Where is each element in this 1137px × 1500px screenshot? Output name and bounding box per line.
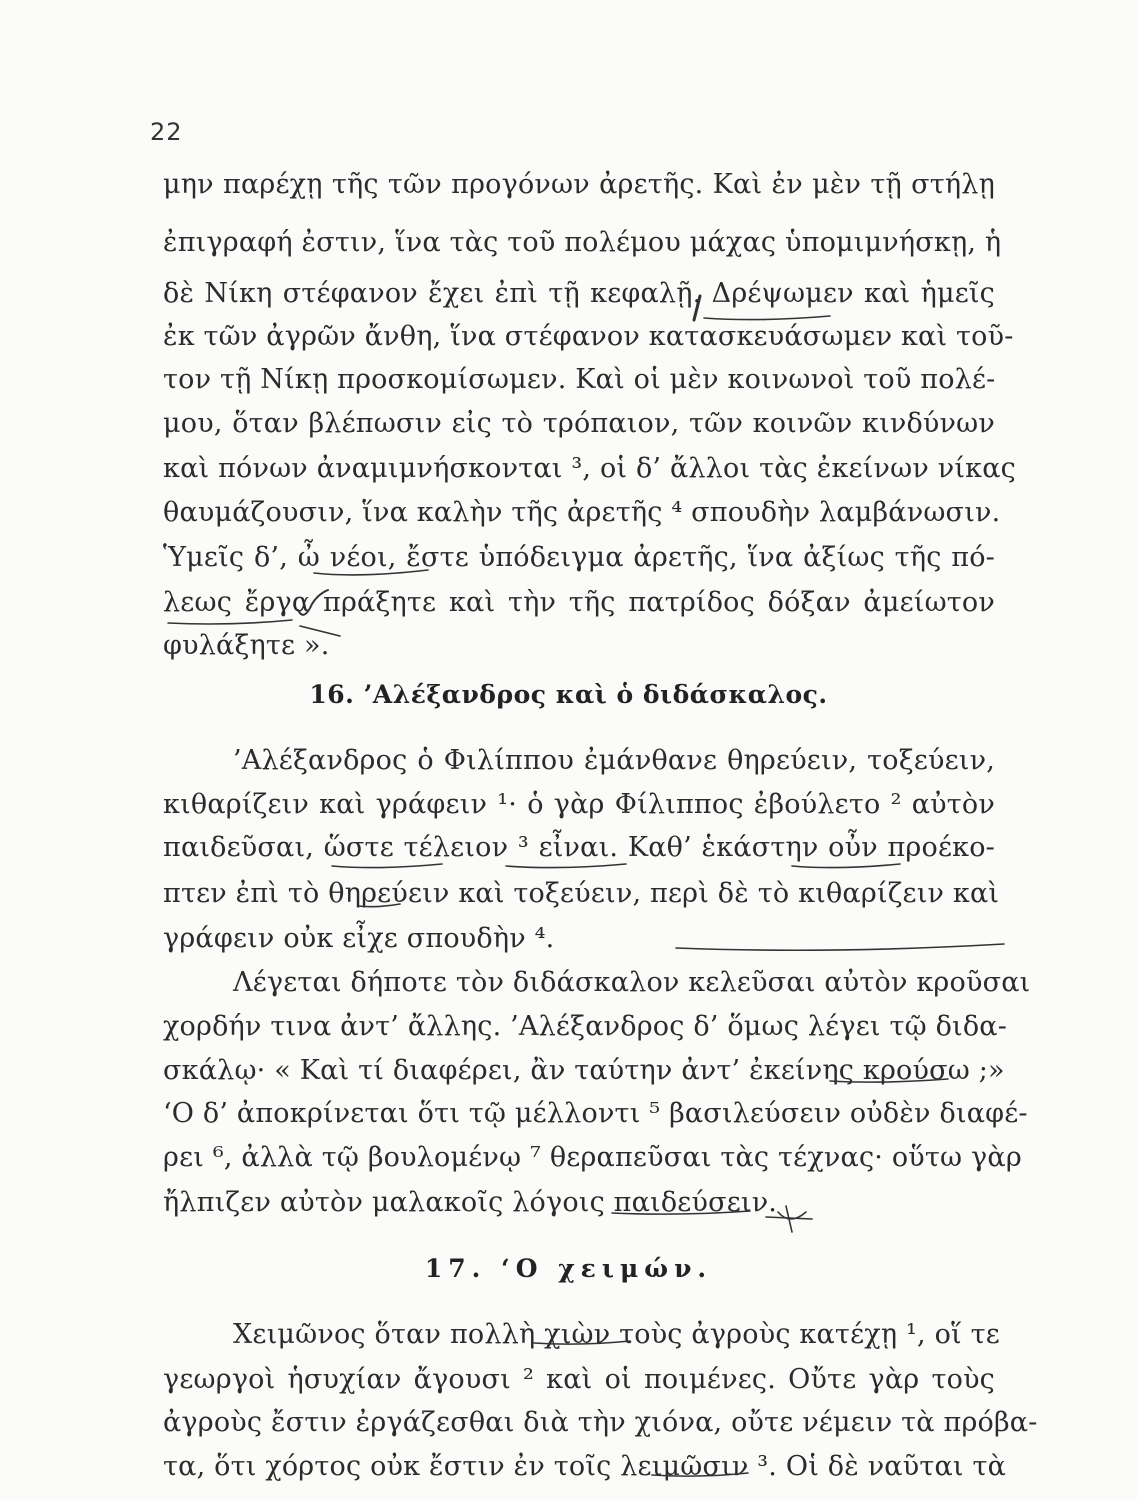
text-line: Χειμῶνος ὅταν πολλὴ χιὼν τοὺς ἀγροὺς κατέχῃ ¹, οἵ τε <box>233 1319 1000 1350</box>
text-line: Ὑμεῖς δ’, ὦ νέοι, ἔστε ὑπόδειγμα ἀρετῆς, ἵνα ἀξίως τῆς πό- <box>163 542 995 573</box>
text-line: Λέγεται δήποτε τὸν διδάσκαλον κελεῦσαι αὐτὸν κροῦσαι <box>233 967 1031 998</box>
text-line: σκάλῳ· « Καὶ τί διαφέρει, ἂν ταύτην ἀντ’ ἐκείνης κρούσω ;» <box>163 1055 1005 1086</box>
text-line: ἤλπιζεν αὐτὸν μαλακοῖς λόγοις παιδεύσειν. <box>163 1187 778 1218</box>
text-line: ἐπιγραφή ἐστιν, ἵνα τὰς τοῦ πολέμου μάχας ὑπομιμνήσκῃ, ἡ <box>163 227 1002 258</box>
section-heading: 17. ‘Ο χειμών. <box>424 1254 713 1283</box>
text-line: ρει ⁶, ἀλλὰ τῷ βουλομένῳ ⁷ θεραπεῦσαι τὰς τέχνας· οὕτω γὰρ <box>163 1142 1022 1173</box>
text-line: πτεν ἐπὶ τὸ θηρεύειν καὶ τοξεύειν, περὶ δὲ τὸ κιθαρίζειν καὶ <box>163 878 1000 909</box>
text-line: λεως ἔργα πράξητε καὶ τὴν τῆς πατρίδος δόξαν ἀμείωτον <box>163 587 995 618</box>
text-line: τα, ὅτι χόρτος οὐκ ἔστιν ἐν τοῖς λειμῶσιν ³. Οἱ δὲ ναῦται τὰ <box>163 1451 1007 1482</box>
text-line: τον τῇ Νίκῃ προσκομίσωμεν. Καὶ οἱ μὲν κοινωνοὶ τοῦ πολέ- <box>163 364 996 395</box>
text-line: ἐκ τῶν ἀγρῶν ἄνθη, ἵνα στέφανον κατασκευάσωμεν καὶ τοῦ- <box>163 321 1014 352</box>
text-line: μου, ὅταν βλέπωσιν εἰς τὸ τρόπαιον, τῶν κοινῶν κινδύνων <box>163 408 995 439</box>
text-line: ’Αλέξανδρος ὁ Φιλίππου ἐμάνθανε θηρεύειν, τοξεύειν, <box>233 745 995 776</box>
text-line: ‘Ο δ’ ἀποκρίνεται ὅτι τῷ μέλλοντι ⁵ βασιλεύσειν οὐδὲν διαφέ- <box>163 1098 1028 1129</box>
text-line: γεωργοὶ ἡσυχίαν ἄγουσι ² καὶ οἱ ποιμένες. Οὔτε γὰρ τοὺς <box>163 1364 995 1395</box>
text-line: παιδεῦσαι, ὥστε τέλειον ³ εἶναι. Καθ’ ἑκάστην οὖν προέκο- <box>163 832 995 863</box>
text-line: χορδήν τινα ἀντ’ ἄλλης. ’Αλέξανδρος δ’ ὅμως λέγει τῷ διδα- <box>163 1011 1008 1042</box>
text-line: δὲ Νίκη στέφανον ἔχει ἐπὶ τῇ κεφαλῇ. Δρέψωμεν καὶ ἡμεῖς <box>163 278 995 309</box>
section-heading: 16. ’Αλέξανδρος καὶ ὁ διδάσκαλος. <box>309 680 828 709</box>
text-line: γράφειν οὐκ εἶχε σπουδὴν ⁴. <box>163 923 555 954</box>
page-number: 22 <box>150 118 183 146</box>
text-line: ἀγροὺς ἔστιν ἐργάζεσθαι διὰ τὴν χιόνα, οὔτε νέμειν τὰ πρόβα- <box>163 1407 1038 1438</box>
text-line: θαυμάζουσιν, ἵνα καλὴν τῆς ἀρετῆς ⁴ σπουδὴν λαμβάνωσιν. <box>163 497 1001 528</box>
text-line: φυλάξητε ». <box>163 630 330 661</box>
text-line: μην παρέχῃ τῆς τῶν προγόνων ἀρετῆς. Καὶ ἐν μὲν τῇ στήλῃ <box>163 169 995 200</box>
text-line: καὶ πόνων ἀναμιμνήσκονται ³, οἱ δ’ ἄλλοι τὰς ἐκείνων νίκας <box>163 453 1016 484</box>
text-line: κιθαρίζειν καὶ γράφειν ¹· ὁ γὰρ Φίλιππος ἐβούλετο ² αὐτὸν <box>163 789 995 820</box>
